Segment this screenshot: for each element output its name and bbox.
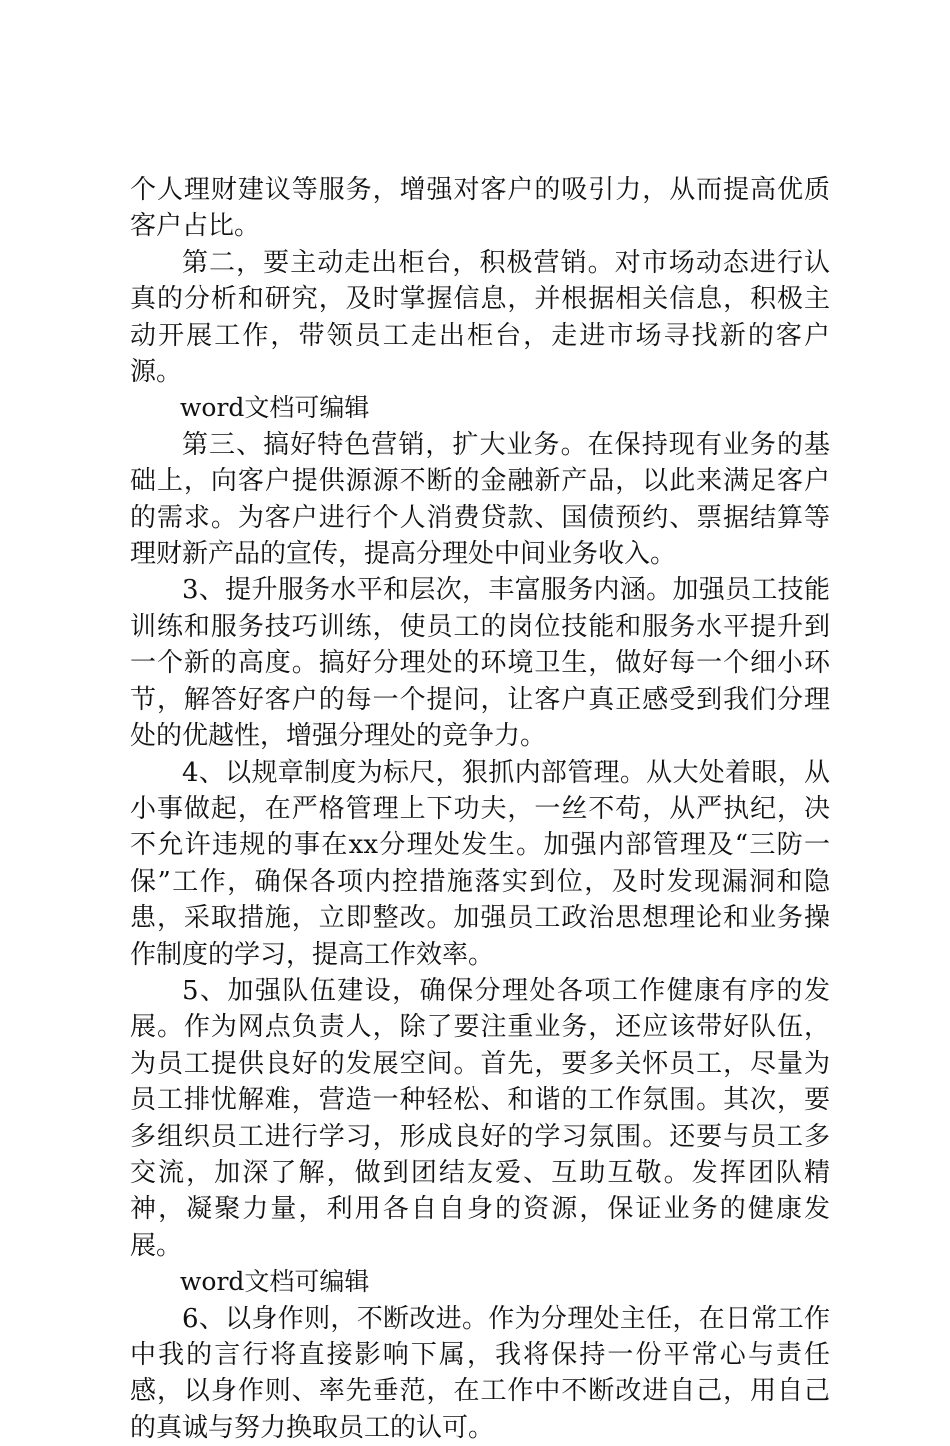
- paragraph-third: 第三、搞好特色营销，扩大业务。在保持现有业务的基础上，向客户提供源源不断的金融新产品，以此来满足客户的需求。为客户进行个人消费贷款、国债预约、票据结算等理财新产品的宣传，提高分理处中间业务收入。: [130, 429, 830, 570]
- watermark-note: word文档可编辑: [180, 1267, 370, 1297]
- watermark-note: word文档可编辑: [180, 393, 370, 423]
- paragraph-item-5: 5、加强队伍建设，确保分理处各项工作健康有序的发展。作为网点负责人，除了要注重业务，还应该带好队伍，为员工提供良好的发展空间。首先，要多关怀员工，尽量为员工排忧解难，营造一种轻松、和谐的工作氛围。其次，要多组织员工进行学习，形成良好的学习氛围。还要与员工多交流，加深了解，做到团结友爱、互助互敬。发挥团队精神，凝聚力量，利用各自自身的资源，保证业务的健康发展。: [130, 975, 830, 1261]
- paragraph-continuation: 个人理财建议等服务，增强对客户的吸引力，从而提高优质客户占比。: [130, 175, 830, 242]
- paragraph-item-3: 3、提升服务水平和层次，丰富服务内涵。加强员工技能训练和服务技巧训练，使员工的岗位技能和服务水平提升到一个新的高度。搞好分理处的环境卫生，做好每一个细小环节，解答好客户的每一个提问，让客户真正感受到我们分理处的优越性，增强分理处的竞争力。: [130, 575, 830, 752]
- paragraph-second: 第二，要主动走出柜台，积极营销。对市场动态进行认真的分析和研究，及时掌握信息，并根据相关信息，积极主动开展工作，带领员工走出柜台，走进市场寻找新的客户源。: [130, 247, 830, 388]
- paragraph-item-4: 4、以规章制度为标尺，狠抓内部管理。从大处着眼，从小事做起，在严格管理上下功夫，一丝不苟，从严执纪，决不允许违规的事在xx分理处发生。加强内部管理及“三防一保”工作，确保各项内控措施落实到位，及时发现漏洞和隐患，采取措施，立即整改。加强员工政治思想理论和业务操作制度的学习，提高工作效率。: [130, 757, 830, 970]
- document-page: [130, 172, 830, 1446]
- paragraph-item-6: 6、以身作则，不断改进。作为分理处主任，在日常工作中我的言行将直接影响下属，我将保持一份平常心与责任感，以身作则、率先垂范，在工作中不断改进自己，用自己的真诚与努力换取员工的认可。: [130, 1303, 830, 1443]
